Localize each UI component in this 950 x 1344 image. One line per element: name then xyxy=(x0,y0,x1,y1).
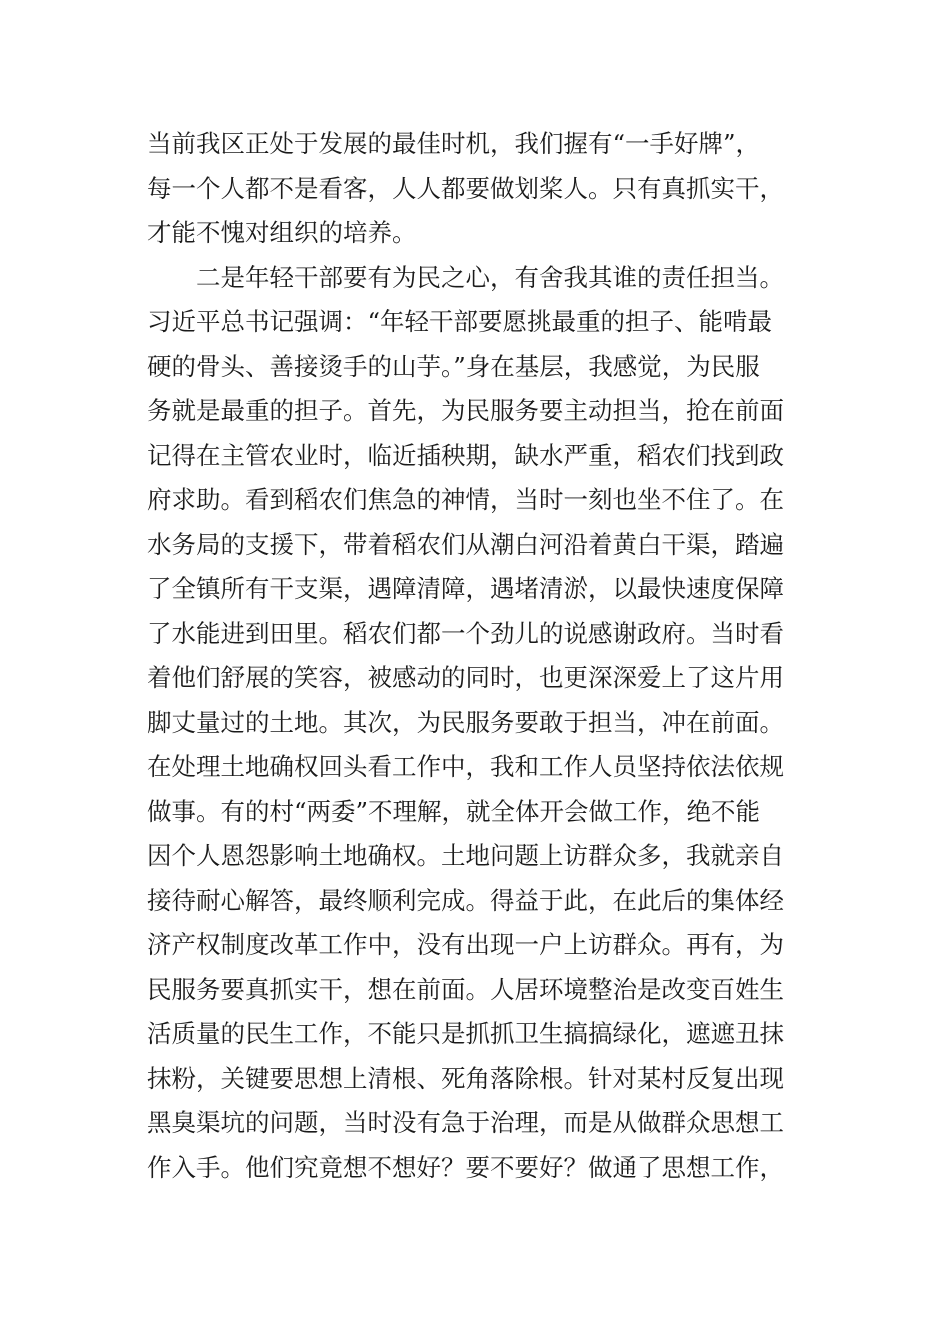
text-line: 脚丈量过的土地。其次，为民服务要敢于担当，冲在前面。 xyxy=(147,707,784,737)
text-line: 每一个人都不是看客，人人都要做划桨人。只有真抓实干， xyxy=(147,173,784,203)
text-line: 在处理土地确权回头看工作中，我和工作人员坚持依法依规 xyxy=(147,752,784,781)
text-line: 活质量的民生工作，不能只是抓抓卫生搞搞绿化，遮遮丑抹 xyxy=(147,1019,784,1048)
text-line: 才能不愧对组织的培养。 xyxy=(147,218,417,247)
text-line: 着他们舒展的笑容，被感动的同时，也更深深爱上了这片用 xyxy=(147,663,784,692)
text-line: 黑臭渠坑的问题，当时没有急于治理，而是从做群众思想工 xyxy=(147,1108,784,1137)
text-line: 民服务要真抓实干，想在前面。人居环境整治是改变百姓生 xyxy=(147,974,784,1004)
text-line: 济产权制度改革工作中，没有出现一户上访群众。再有，为 xyxy=(147,930,784,959)
text-line: 水务局的支援下，带着稻农们从潮白河沿着黄白干渠，踏遍 xyxy=(147,529,784,559)
text-line: 习近平总书记强调：“年轻干部要愿挑最重的担子、能啃最 xyxy=(147,307,773,336)
text-line: 做事。有的村“两委”不理解，就全体开会做工作，绝不能 xyxy=(147,796,761,826)
text-line: 了全镇所有干支渠，遇障清障，遇堵清淤，以最快速度保障 xyxy=(147,574,784,603)
text-line: 硬的骨头、善接烫手的山芋。”身在基层，我感觉，为民服 xyxy=(147,351,760,381)
text-line: 抹粉，关键要思想上清根、死角落除根。针对某村反复出现 xyxy=(147,1063,784,1093)
text-line: 务就是最重的担子。首先，为民服务要主动担当，抢在前面 xyxy=(147,396,784,425)
text-line: 当前我区正处于发展的最佳时机，我们握有“一手好牌”， xyxy=(147,129,761,158)
text-line: 作入手。他们究竟想不想好？要不要好？做通了思想工作， xyxy=(147,1152,784,1182)
text-line: 了水能进到田里。稻农们都一个劲儿的说感谢政府。当时看 xyxy=(147,618,784,648)
text-line: 因个人恩怨影响土地确权。土地问题上访群众多，我就亲自 xyxy=(147,841,784,870)
text-line: 记得在主管农业时，临近插秧期，缺水严重，稻农们找到政 xyxy=(147,440,784,470)
text-line: 府求助。看到稻农们焦急的神情，当时一刻也坐不住了。在 xyxy=(147,485,784,514)
document-body xyxy=(147,122,807,1190)
text-line: 二是年轻干部要有为民之心，有舍我其谁的责任担当。 xyxy=(196,262,784,292)
text-line: 接待耐心解答，最终顺利完成。得益于此，在此后的集体经 xyxy=(147,885,784,915)
